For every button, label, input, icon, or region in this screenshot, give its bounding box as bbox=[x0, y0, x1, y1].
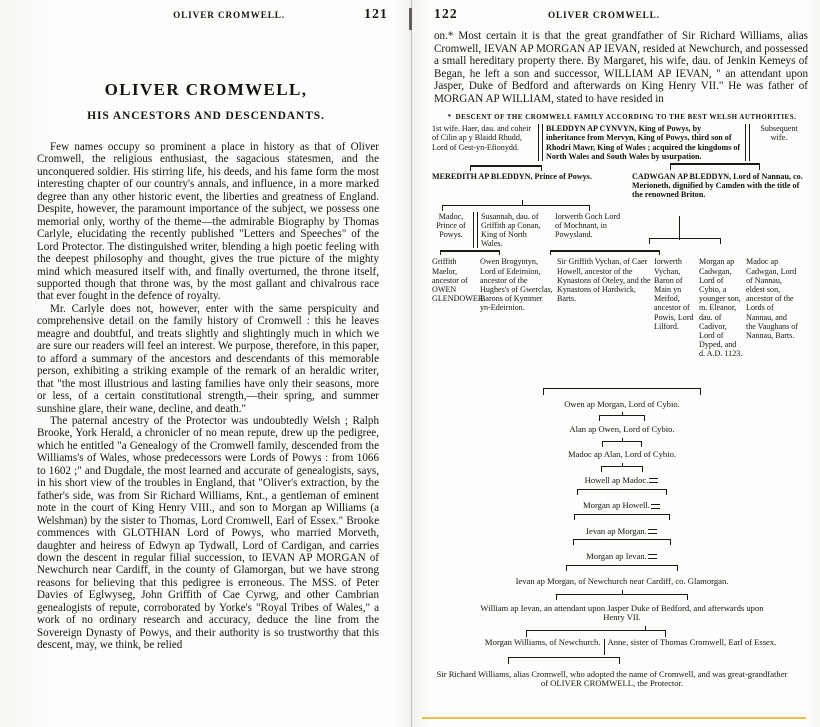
lineage-label: Morgan ap Howell. bbox=[583, 500, 650, 511]
lineage-item-alan-ap-owen bbox=[432, 421, 812, 437]
footnote-marker-icon: * bbox=[447, 114, 452, 121]
gen1-to-gen2-connectors bbox=[432, 161, 812, 172]
lineage-label: Sir Richard Williams, alias Cromwell, who adopted the name of Cromwell, and was great-grandfather of OLIVER CROMWELL, the Protector. bbox=[436, 668, 788, 688]
running-head-title: OLIVER CROMWELL. bbox=[173, 10, 286, 20]
gen3-marriage-rule bbox=[473, 212, 478, 249]
marriage-eq-icon bbox=[648, 554, 657, 559]
lineage-label: Morgan ap Ievan. bbox=[586, 550, 647, 561]
connector-2 bbox=[432, 438, 812, 447]
bracket bbox=[526, 630, 666, 637]
lineal-descent-list bbox=[432, 388, 812, 692]
right-paragraph: on.* Most certain it is that the great grandfather of Sir Richard Williams, alias Cromwell, IEVAN AP MORGAN AP IEVAN, resided at Newchurch, and possessed a small hereditary property there. By Margaret, his wife, dau. of Jenkin Kemeys of Began, he left a son and successor, WILLIAM AP IEVAN, " an attendant upon Jasper, Duke of Bedford and afterwards on King Henry VII." He was father of MORGAN AP WILLIAM, stated to have resided in bbox=[434, 30, 808, 105]
gen4-griffith-vychan: Sir Griffith Vychan, of Caer Howell, ancestor of the Kynastons of Oteley, and the Kynastons of Hardwick, Barts. bbox=[557, 257, 651, 304]
right-body-paragraph-block bbox=[434, 30, 808, 106]
gen4-owen-brogyntyn: Owen Brogyntyn, Lord of Edeirnion, ancestor of the Hughes's of Gwerclas, Barons of Kymmer yn-Edeirnion. bbox=[480, 257, 553, 313]
lineage-item-william-ap-ievan bbox=[432, 600, 812, 626]
paragraph-1: Few names occupy so prominent a place in history as that of Oliver Cromwell, the religious enthusiast, the sagacious statesmen, and the unconquered soldier. His stirring life, his deeds, and his fame form the most interesting chapter of our country's annals, and influence, in a more marked degree than any other historic event, the liberties and greatness of England. Despite, however, the paramount importance of the subject, we possess one memorial only, worthy of the theme—the admirable Biography by Thomas Carlyle, elucidating the recently published "Letters and Speeches" of the Lord Protector. The distinguished writer, blending a high poetic feeling with the deepest philosophy and thought, gives the true picture of the mighty mind which measured itself with, and finally overturned, the throne itself, supported though that throne was, by the most gallant and chivalrous race that ever fought in the defence of royalty. bbox=[37, 141, 379, 303]
left-body-column bbox=[37, 141, 379, 652]
right-page bbox=[412, 0, 820, 727]
marriage-rule bbox=[604, 639, 605, 655]
lineage-item-howell-ap-madoc bbox=[432, 472, 812, 488]
bracket-gen4-b bbox=[550, 250, 660, 255]
gen4-morgan-ap-cadwgan: Morgan ap Cadwgan, Lord of Cybio, a younger son, m. Eleanor, dau. of Cadivor, Lord of Dyped, and d. A.D. 1123. bbox=[699, 257, 743, 359]
right-running-head bbox=[434, 6, 790, 22]
pedigree-caption-text: DESCENT OF THE CROMWELL FAMILY ACCORDING TO THE BEST WELSH AUTHORITIES. bbox=[455, 114, 797, 121]
bracket-gen3-left bbox=[442, 205, 590, 211]
lineage-item-madoc-ap-alan bbox=[432, 447, 812, 463]
marriage-eq-icon bbox=[648, 529, 657, 534]
bracket-cadwgan-sons bbox=[649, 238, 721, 244]
paragraph-2: Mr. Carlyle does not, however, enter with the same perspicuity and comprehensive detail on the family history of Cromwell : this he leaves meagre and doubtful, and treats slightly and slightingly much in which we are sure our readers will feel an interest. We purpose, therefore, in this paper, to afford a summary of the ancestors and descendants of this memorable person, exhibiting a striking example of the remark of an heraldic writer, that "the most illustrious and lasting families have only their seasons, more or less, of a certain constitutional strength,—their spring, and summer sunshine glare, their wane, decline, and death." bbox=[37, 302, 379, 415]
bracket bbox=[508, 657, 620, 664]
marriage-wife: Anne, sister of Thomas Cromwell, Earl of Essex. bbox=[607, 637, 777, 648]
gen4-madoc-ap-cadwgan: Madoc ap Cadwgan, Lord of Nannau, eldest son, ancestor of the Lords of Nannau, and the Vaughans of Nannau, Barts. bbox=[746, 257, 798, 340]
right-page-folio: 122 bbox=[434, 6, 458, 21]
lineage-label: William ap Ievan, an attendant upon Jasper Duke of Bedford, and afterwards upon Henry VII. bbox=[480, 602, 764, 623]
bracket bbox=[574, 514, 670, 520]
lineage-label: Ievan ap Morgan. bbox=[586, 525, 647, 536]
connector-7 bbox=[432, 565, 812, 574]
connector-1 bbox=[432, 412, 812, 421]
gen3-iorwerth-goch: Iorwerth Goch Lord of Mochnant, in Powysland. bbox=[555, 211, 621, 239]
running-head-title-right: OLIVER CROMWELL. bbox=[547, 10, 660, 20]
gen3-madoc: Madoc, Prince of Powys. bbox=[436, 211, 466, 239]
paragraph-3: The paternal ancestry of the Protector was undoubtedly Welsh ; Ralph Brooke, York Herald, a chronicler of no mean repute, drew up the pedigree, which he entitled "a Genealogy of the Cromwell family, descended from the Williams's of Wales, whose predecessors were Lords of Powys : from 1066 to 1602 ;" and Dugdale, the most learned and accurate of genealogists, says, in his short view of the troubles in England, that "Oliver's extraction, by the father's side, was from Sir Richard Williams, Knt., a gentleman of eminent note in the court of King Henry VIII., and son to Morgan ap Williams (a Welshman) by the sister to Thomas, Lord Cromwell, Earl of Essex." Brooke commences with GLOTHIAN Lord of Powys, who married Morveth, daughter and heiress of Edwyn ap Tydwall, Lord of Cardigan, and carries down the descent in regular filial succession, to IEVAN AP MORGAN of Newchurch near Cardiff, in the county of Glamorgan, but we have strong reasons for believing that this pedigree is erroneous. The MSS. of Peter Davies of Eglwyseg, John Griffith of Cae Cyrwg, and other Cambrian genealogists of repute, corroborated by Yorke's "Royal Tribes of Wales," a work of no ordinary research and accuracy, deduce the line from the Sovereign Dynasty of Powys, and their authority is so trustworthy that this descent, may, we think, be relied bbox=[37, 414, 379, 652]
lineage-label: Alan ap Owen, Lord of Cybio. bbox=[569, 423, 675, 434]
connector-8 bbox=[432, 590, 812, 600]
article-subtitle: HIS ANCESTORS AND DESCENDANTS. bbox=[87, 110, 325, 122]
lineage-label: Owen ap Morgan, Lord of Cybio. bbox=[564, 398, 680, 409]
lineage-item-ievan-ap-morgan-newchurch bbox=[432, 574, 812, 590]
lineage-connector-top bbox=[432, 388, 812, 396]
lineage-item-morgan-ap-howell bbox=[432, 498, 812, 514]
marriage-eq-icon bbox=[649, 478, 658, 483]
connector-9 bbox=[432, 626, 812, 638]
bracket-gen4-a bbox=[440, 250, 500, 255]
generation-3-row bbox=[432, 212, 812, 249]
marriage-husband: Morgan Williams, of Newchurch. bbox=[484, 637, 601, 648]
bracket-cadwgan bbox=[670, 163, 760, 170]
connector-6 bbox=[432, 539, 812, 548]
connector-10 bbox=[432, 655, 812, 666]
bracket bbox=[566, 565, 678, 571]
marriage-eq-icon bbox=[651, 504, 660, 509]
lineage-label: Madoc ap Alan, Lord of Cybio. bbox=[567, 449, 677, 460]
gen2-meredith: MEREDITH AP BLEDDYN, Prince of Powys. bbox=[432, 171, 592, 181]
lineage-label: Howell ap Madoc. bbox=[584, 474, 649, 485]
lineage-item-sir-richard-williams bbox=[432, 666, 812, 692]
bracket bbox=[577, 489, 667, 495]
bracket-meredith bbox=[470, 165, 542, 171]
lineage-item-morgan-ap-ievan bbox=[432, 548, 812, 564]
connector-5 bbox=[432, 514, 812, 523]
gen4-iorwerth-vychan: Iorwerth Vychan, Baron of Main yn Meifod, ancestor of Powis, Lord Lilford. bbox=[654, 257, 694, 331]
generation-4-row bbox=[432, 257, 812, 358]
marriage-row bbox=[432, 638, 812, 655]
lineage-item-ievan-ap-morgan bbox=[432, 523, 812, 539]
gen3-susannah: Susannah, dau. of Griffith ap Conan, King of North Wales. bbox=[481, 211, 541, 249]
pedigree-chart bbox=[432, 113, 812, 359]
connector-3 bbox=[432, 463, 812, 472]
connector-4 bbox=[432, 489, 812, 498]
gen1-first-wife: 1st wife. Haer, dau. and coheir of Cilin ap y Blaidd Rhudd, Lord of Gest-yn-Efionydd. bbox=[432, 124, 532, 152]
gen1-second-wife: Subsequent wife. bbox=[760, 124, 798, 143]
generation-2-row bbox=[432, 172, 812, 200]
stem-cadwgan-descent bbox=[679, 216, 680, 240]
bottom-accent-rule bbox=[422, 717, 806, 719]
left-page-folio: 121 bbox=[364, 6, 388, 21]
article-title: OLIVER CROMWELL, bbox=[104, 80, 308, 99]
gen4-griffith-maelor: Griffith Maelor, ancestor of OWEN GLENDOWER. bbox=[432, 257, 486, 304]
gen2-to-gen3-connectors bbox=[432, 200, 812, 212]
pedigree-caption bbox=[432, 113, 812, 122]
bracket bbox=[573, 539, 671, 545]
lineage-label: Ievan ap Morgan, of Newchurch near Cardiff, co. Glamorgan. bbox=[515, 576, 729, 587]
bracket-to-owen bbox=[543, 388, 701, 395]
gen3-to-gen4-connectors bbox=[432, 248, 812, 257]
marriage-rule-right bbox=[745, 124, 750, 161]
marriage-rule-left bbox=[538, 124, 543, 161]
gen1-principal: BLEDDYN AP CYNVYN, King of Powys, by inheritance from Mervyn, King of Powys, third son of Rhodri Mawr, King of Wales ; acquired the kingdoms of North Wales and South Wales by usurpation. bbox=[546, 124, 741, 161]
generation-1-row bbox=[432, 124, 812, 161]
gen2-cadwgan: CADWGAN AP BLEDDYN, Lord of Nannau, co. Merioneth, dignified by Camden with the title of the renowned Briton. bbox=[632, 171, 803, 200]
lineage-item-owen-ap-morgan bbox=[432, 396, 812, 412]
left-running-head bbox=[36, 6, 388, 22]
